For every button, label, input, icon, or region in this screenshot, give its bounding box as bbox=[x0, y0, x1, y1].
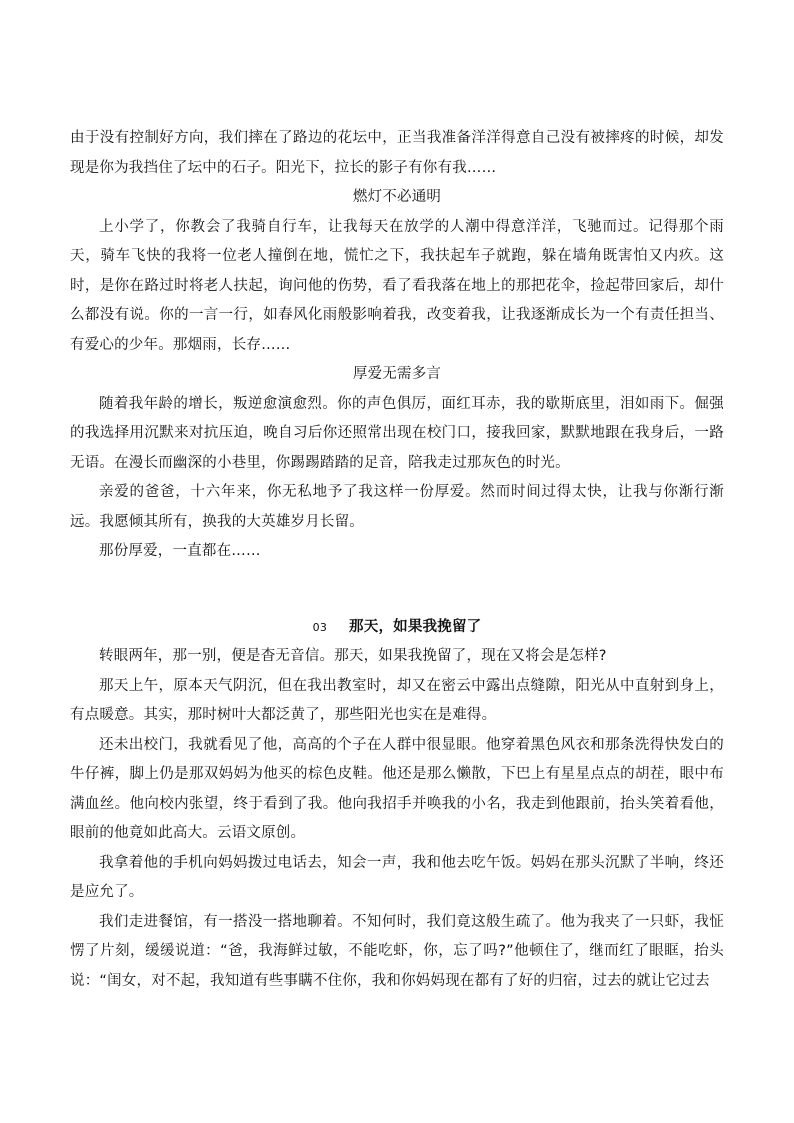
paragraph: 由于没有控制好方向，我们摔在了路边的花坛中，正当我准备洋洋得意自己没有被摔疼的时候，却发现是你为我挡住了坛中的石子。阳光下，拉长的影子有你有我…… bbox=[70, 130, 724, 176]
section-spacer bbox=[70, 567, 724, 613]
paragraph: 转眼两年，那一别，便是杳无音信。那天，如果我挽留了，现在又将会是怎样? bbox=[99, 648, 607, 664]
paragraph: 随着我年龄的增长，叛逆愈演愈烈。你的声色俱厉，面红耳赤，我的歇斯底里，泪如雨下。倔强的我选择用沉默来对抗压迫，晚自习后你还照常出现在校门口，接我回家，默默地跟在我身后，一路无语。在漫长而幽深的小巷里，你踢踢踏踏的足音，陪我走过那灰色的时光。 bbox=[70, 395, 724, 471]
paragraph: 我拿着他的手机向妈妈拨过电话去，知会一声，我和他去吃午饭。妈妈在那头沉默了半响，终还是应允了。 bbox=[70, 854, 724, 900]
paragraph: 那份厚爱，一直都在…… bbox=[99, 543, 261, 559]
subheading-lamp: 燃灯不必通明 bbox=[352, 189, 442, 205]
paragraph: 上小学了，你教会了我骑自行车，让我每天在放学的人潮中得意洋洋，飞驰而过。记得那个雨天，骑车飞快的我将一位老人撞倒在地，慌忙之下，我扶起车子就跑，躲在墙角既害怕又内疚。这时，是你在路过时将老人扶起，询问他的伤势，看了看我落在地上的那把花伞，捡起带回家后，却什么都没有说。你的一言一行，如春风化雨般影响着我，改变着我，让我逐渐成长为一个有责任担当、有爱心的少年。那烟雨，长存…… bbox=[70, 218, 724, 353]
paragraph: 亲爱的爸爸，十六年来，你无私地予了我这样一份厚爱。然而时间过得太快，让我与你渐行渐远。我愿倾其所有，换我的大英雄岁月长留。 bbox=[70, 484, 724, 530]
paragraph: 我们走进餐馆，有一搭没一搭地聊着。不知何时，我们竟这般生疏了。他为我夹了一只虾，我怔愣了片刻，缓缓说道：“爸，我海鲜过敏，不能吃虾，你，忘了吗?”他顿住了，继而红了眼眶，抬头说：“闺女，对不起，我知道有些事瞒不住你，我和你妈妈现在都有了好的归宿，过去的就让它过去 bbox=[70, 913, 724, 989]
paragraph: 那天上午，原本天气阴沉，但在我出教室时，却又在密云中露出点缝隙，阳光从中直射到身上，有点暖意。其实，那时树叶大都泛黄了，那些阳光也实在是难得。 bbox=[70, 677, 724, 723]
section-heading bbox=[70, 613, 724, 643]
subheading-love: 厚爱无需多言 bbox=[352, 366, 442, 382]
document-page bbox=[70, 124, 724, 996]
section-number: 03 bbox=[312, 620, 328, 634]
section-title: 那天，如果我挽留了 bbox=[349, 618, 482, 635]
paragraph: 还未出校门，我就看见了他，高高的个子在人群中很显眼。他穿着黑色风衣和那条洗得快发白的牛仔裤，脚上仍是那双妈妈为他买的棕色皮鞋。他还是那么懒散，下巴上有星星点点的胡茬，眼中布满血丝。他向校内张望，终于看到了我。他向我招手并唤我的小名，我走到他跟前，抬头笑着看他，眼前的他竟如此高大。云语文原创。 bbox=[70, 736, 724, 841]
